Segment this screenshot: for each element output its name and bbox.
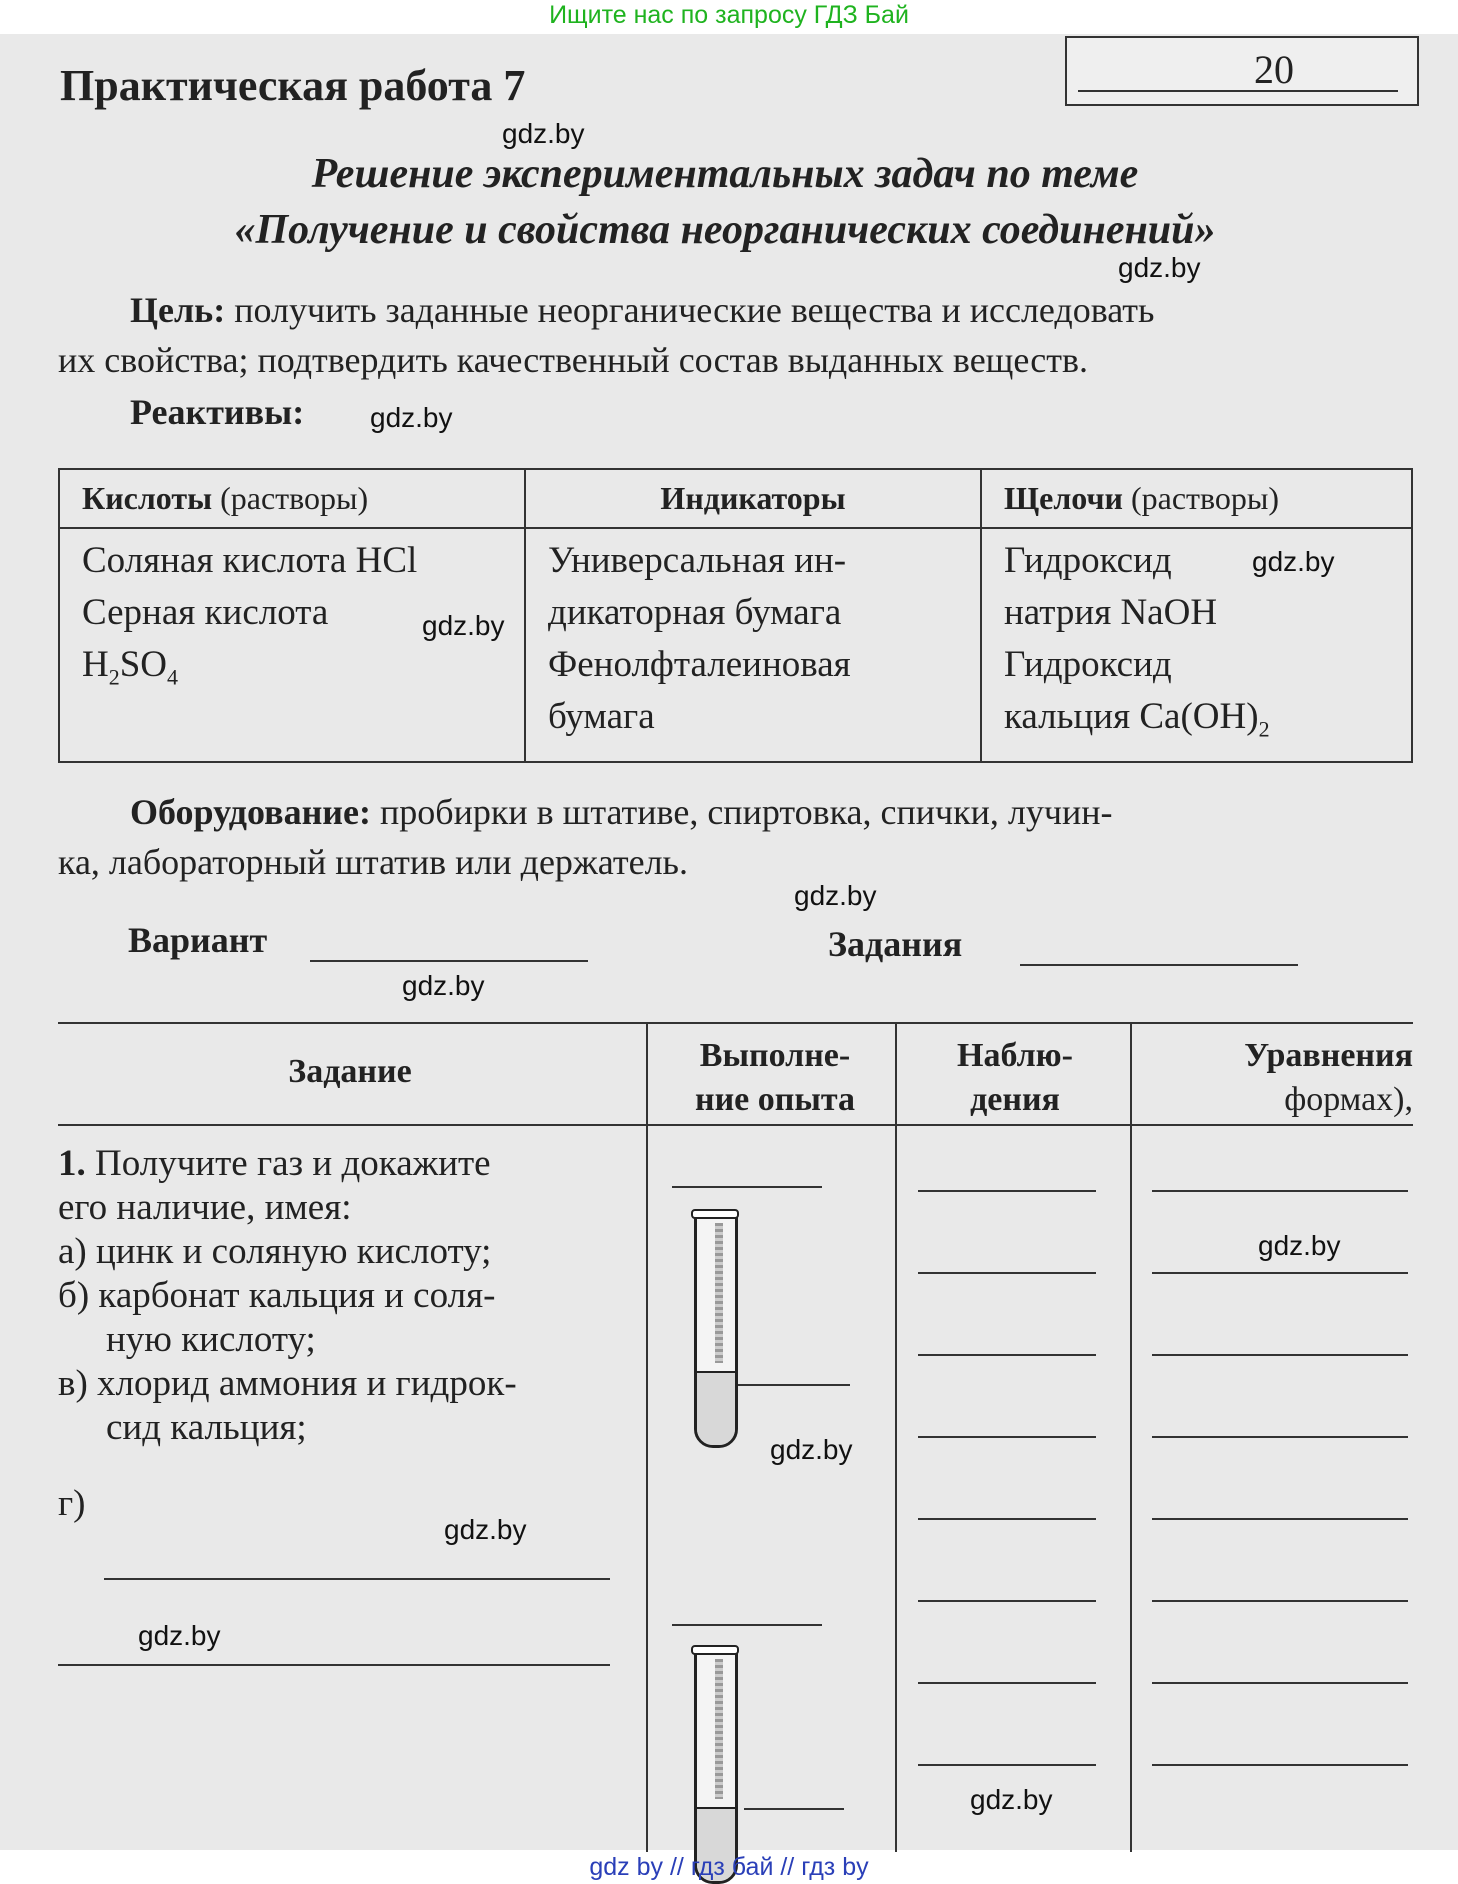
task1-g-blank[interactable] <box>104 1578 610 1580</box>
task-col-divider3 <box>1130 1022 1132 1852</box>
indicators-cell: Универсальная ин- дикаторная бумага Фенолфталеиновая бумага <box>525 528 981 762</box>
observation-blank[interactable] <box>918 1518 1096 1520</box>
page-number-box <box>1065 36 1419 106</box>
observation-blank[interactable] <box>918 1354 1096 1356</box>
top-banner[interactable]: Ищите нас по запросу ГДЗ Бай <box>549 1 909 29</box>
goal-text1: получить заданные неорганические вещества и исследовать <box>234 290 1155 330</box>
equation-blank[interactable] <box>1152 1764 1408 1766</box>
tasks-blank[interactable] <box>1020 964 1298 966</box>
execution-blank-4[interactable] <box>744 1808 844 1810</box>
indicators-header: Индикаторы <box>525 469 981 528</box>
page-title: Практическая работа 7 <box>60 61 526 110</box>
page-number-line <box>1078 90 1398 92</box>
watermark: gdz.by <box>794 880 877 911</box>
equipment-text2: ка, лабораторный штатив или держатель. <box>58 842 688 882</box>
goal-label: Цель: <box>130 290 226 330</box>
task1-extra-blank[interactable] <box>58 1664 610 1666</box>
header-observations: Наблю- дения <box>957 1037 1073 1118</box>
reagents-table <box>58 468 1413 763</box>
variant-label: Вариант <box>128 920 268 960</box>
subtitle-line2: «Получение и свойства неорганических соединений» <box>234 207 1216 253</box>
watermark: gdz.by <box>402 970 485 1001</box>
observation-blank[interactable] <box>918 1190 1096 1192</box>
watermark: gdz.by <box>770 1434 853 1465</box>
test-tube-icon-1 <box>694 1212 738 1448</box>
execution-blank-2[interactable] <box>738 1384 850 1386</box>
header-equations: Уравнения формах), <box>1244 1037 1413 1118</box>
goal-line1 <box>130 286 1154 334</box>
alkalis-cell: Гидроксид натрия NaOH Гидроксид кальция $Ca(OH)_2$ <box>981 528 1412 762</box>
equation-blank[interactable] <box>1152 1354 1408 1356</box>
sulfuric-acid-formula: $H_2SO_4$ <box>82 644 179 690</box>
subtitle-line1: Решение экспериментальных задач по теме <box>311 151 1139 197</box>
header-task: Задание <box>288 1053 412 1090</box>
reagents-label: Реактивы: <box>130 392 305 432</box>
watermark: gdz.by <box>1252 546 1335 577</box>
watermark: gdz.by <box>138 1620 221 1651</box>
acids-cell: Соляная кислота HCl Серная кислота $H_2SO_4$ <box>59 528 525 762</box>
test-tube-icon-2 <box>694 1648 738 1884</box>
observation-blank[interactable] <box>918 1600 1096 1602</box>
acids-header: Кислоты (растворы) <box>59 469 525 528</box>
observation-blank[interactable] <box>918 1436 1096 1438</box>
page-number: 20 <box>1254 47 1294 92</box>
task-col-divider1 <box>646 1022 648 1852</box>
bottom-banner[interactable]: gdz by // гдз бай // гдз by <box>589 1853 869 1881</box>
observation-blank[interactable] <box>918 1764 1096 1766</box>
watermark: gdz.by <box>1258 1230 1341 1261</box>
equation-blank[interactable] <box>1152 1518 1408 1520</box>
watermark: gdz.by <box>422 610 505 641</box>
equipment-line1 <box>130 788 1113 836</box>
equation-blank[interactable] <box>1152 1272 1408 1274</box>
execution-blank-3[interactable] <box>672 1624 822 1626</box>
watermark: gdz.by <box>444 1514 527 1545</box>
equation-blank[interactable] <box>1152 1190 1408 1192</box>
task-table-header-bottom <box>58 1124 1413 1126</box>
watermark: gdz.by <box>370 402 453 433</box>
equation-blank[interactable] <box>1152 1600 1408 1602</box>
header-execution: Выполне- ние опыта <box>694 1037 856 1118</box>
equation-blank[interactable] <box>1152 1436 1408 1438</box>
task-col-divider2 <box>895 1022 897 1852</box>
equipment-label: Оборудование: <box>130 792 372 832</box>
equation-blank[interactable] <box>1152 1682 1408 1684</box>
goal-text2: их свойства; подтвердить качественный состав выданных веществ. <box>58 340 1088 380</box>
watermark: gdz.by <box>502 118 585 149</box>
tasks-label: Задания <box>828 924 963 964</box>
watermark: gdz.by <box>1118 252 1201 283</box>
watermark: gdz.by <box>970 1784 1053 1815</box>
execution-blank-1[interactable] <box>672 1186 822 1188</box>
variant-blank[interactable] <box>310 960 588 962</box>
equipment-text1: пробирки в штативе, спиртовка, спички, лучин- <box>380 792 1113 832</box>
observation-blank[interactable] <box>918 1272 1096 1274</box>
alkalis-header: Щелочи (растворы) <box>981 469 1412 528</box>
task1-text: 1. Получите газ и докажите его наличие, имея: а) цинк и соляную кислоту; б) карбонат кальция и соля- ную кислоту; в) хлорид аммония и гидрок- сид кальция; г) <box>58 1143 517 1524</box>
task-table-top <box>58 1022 1413 1024</box>
observation-blank[interactable] <box>918 1682 1096 1684</box>
